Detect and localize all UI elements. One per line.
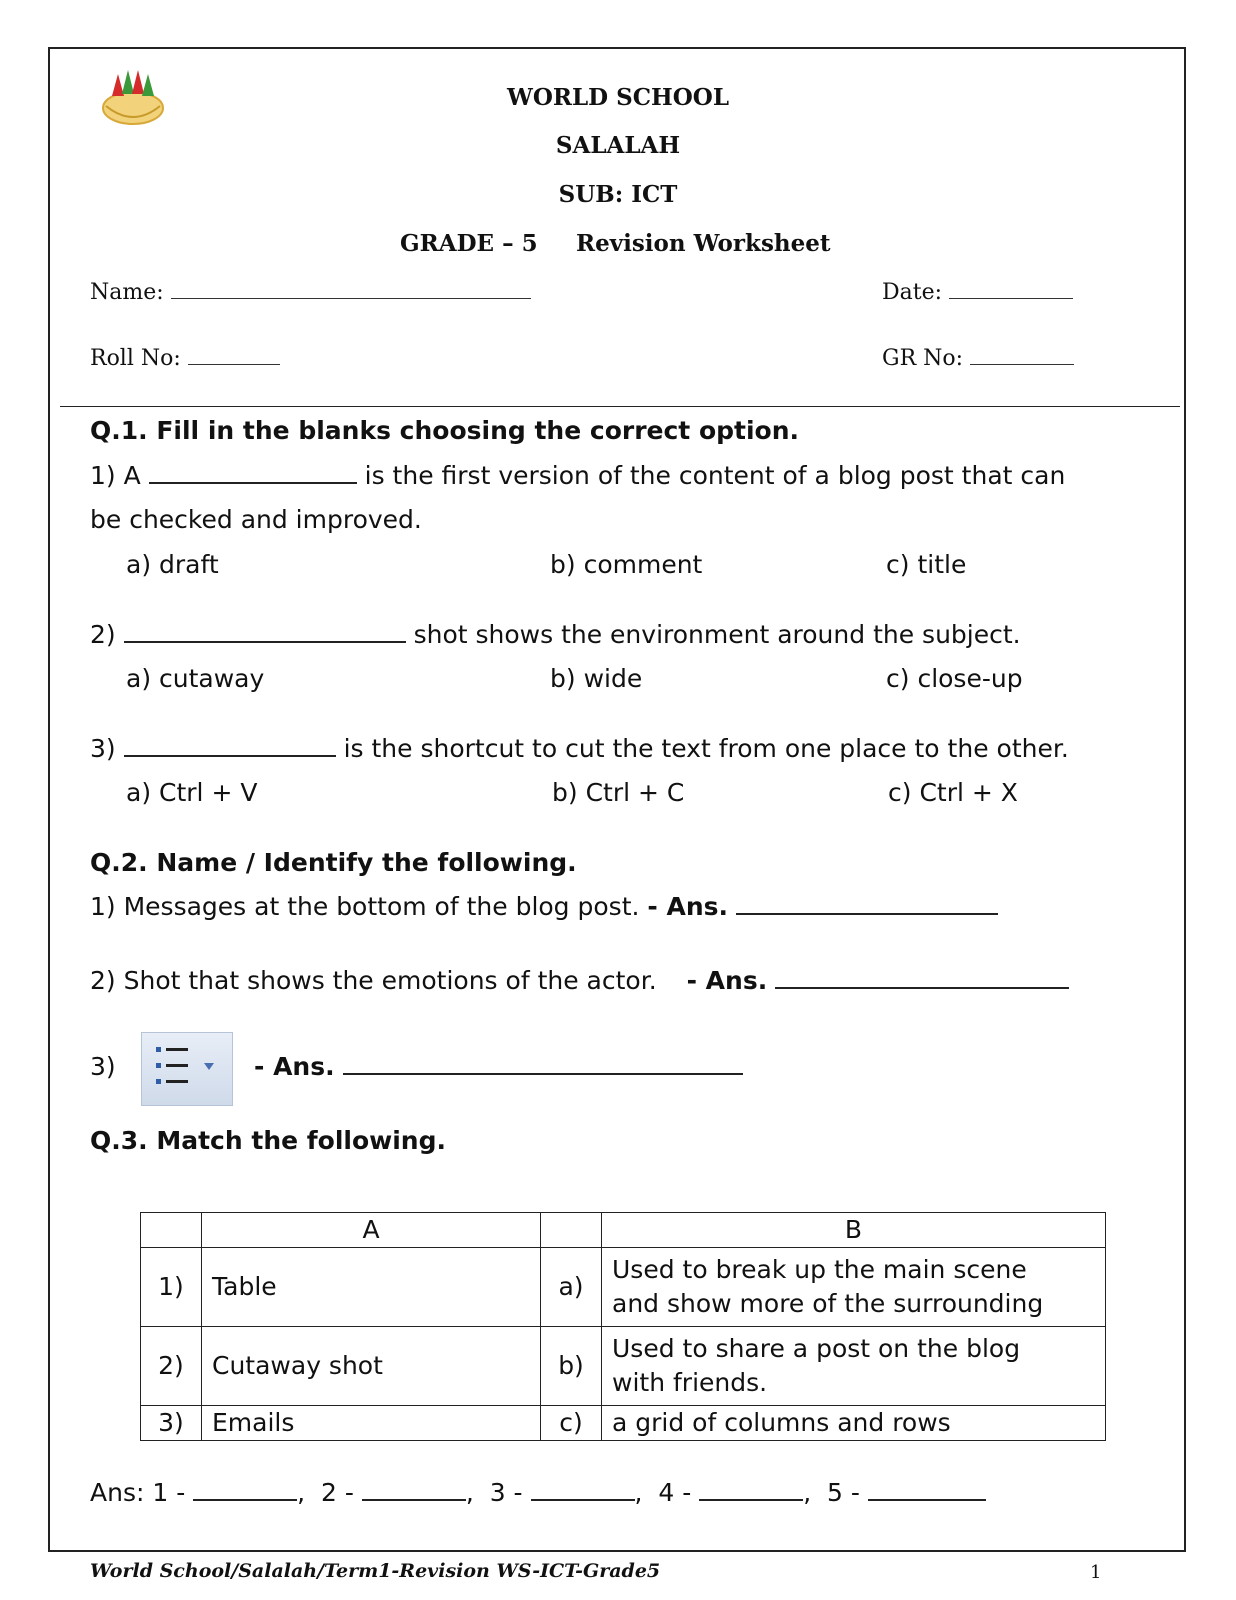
q1-item-2-option-a: a) cutaway xyxy=(126,664,265,693)
q1-item-2-blank[interactable] xyxy=(124,621,406,643)
worksheet-title: Revision Worksheet xyxy=(576,230,831,257)
q2-heading: Q.2. Name / Identify the following. xyxy=(90,848,577,877)
bullet-list-icon xyxy=(141,1032,233,1106)
q1-item-3-num: 3) xyxy=(90,734,116,763)
q1-item-2-num: 2) xyxy=(90,620,116,649)
roll-field xyxy=(90,346,280,371)
row-num: 1) xyxy=(141,1248,202,1327)
q2-item-2-text: 2) Shot that shows the emotions of the actor. xyxy=(90,966,657,995)
q1-item-3 xyxy=(90,734,1069,763)
q1-item-1-option-a: a) draft xyxy=(126,550,219,579)
q1-item-2 xyxy=(90,620,1021,649)
row-a-text: Emails xyxy=(202,1406,541,1441)
row-b-text: a grid of columns and rows xyxy=(602,1406,1106,1441)
q1-item-1-text: is the first version of the content of a blog post that can xyxy=(364,461,1066,490)
gr-field xyxy=(882,346,1074,371)
col-b-header: B xyxy=(602,1213,1106,1248)
grade: GRADE – 5 xyxy=(400,230,538,257)
q2-item-1 xyxy=(90,892,998,921)
table-row xyxy=(141,1327,1106,1406)
subject: SUB: ICT xyxy=(558,181,678,208)
match-answers: Ans: 1 - , 2 - , 3 - , 4 - , 5 - xyxy=(90,1478,986,1507)
footer-text: World School/Salalah/Term1-Revision WS-ICT-Grade5 xyxy=(90,1560,661,1582)
school-city: SALALAH xyxy=(555,132,681,159)
header-letter-cell xyxy=(541,1213,602,1248)
q2-item-3-ans-label: - Ans. xyxy=(254,1052,335,1081)
q1-item-3-option-c: c) Ctrl + X xyxy=(888,778,1018,807)
q2-item-2-ans-label: - Ans. xyxy=(686,966,768,995)
answer-label: Ans: 1 - xyxy=(90,1478,186,1507)
row-b-line1: Used to share a post on the blog xyxy=(612,1334,1021,1363)
answer-blank-1[interactable] xyxy=(193,1479,297,1501)
row-a-text: Table xyxy=(202,1248,541,1327)
row-b-line2: with friends. xyxy=(612,1368,768,1397)
answer-blank-4[interactable] xyxy=(699,1479,803,1501)
q2-item-1-text: 1) Messages at the bottom of the blog post. xyxy=(90,892,640,921)
q2-item-2 xyxy=(90,966,1069,995)
table-row xyxy=(141,1406,1106,1441)
col-a-header: A xyxy=(202,1213,541,1248)
roll-line[interactable] xyxy=(188,346,280,365)
match-table xyxy=(140,1212,1106,1441)
page-number: 1 xyxy=(1090,1562,1102,1583)
answer-label-3: 3 - xyxy=(489,1478,523,1507)
q2-item-1-blank[interactable] xyxy=(736,893,998,915)
q1-item-3-blank[interactable] xyxy=(124,735,336,757)
q1-item-2-option-b: b) wide xyxy=(550,664,643,693)
q1-heading: Q.1. Fill in the blanks choosing the correct option. xyxy=(90,416,800,445)
school-name: WORLD SCHOOL xyxy=(507,84,729,111)
header-num-cell xyxy=(141,1213,202,1248)
q2-item-2-blank[interactable] xyxy=(775,967,1069,989)
q2-item-3-blank[interactable] xyxy=(343,1053,743,1075)
gr-label: GR No: xyxy=(882,346,964,371)
q1-item-3-text: is the shortcut to cut the text from one place to the other. xyxy=(343,734,1069,763)
row-b-text xyxy=(602,1327,1106,1406)
name-field xyxy=(90,280,531,305)
row-num: 3) xyxy=(141,1406,202,1441)
answer-label-4: 4 - xyxy=(658,1478,692,1507)
date-label: Date: xyxy=(882,280,943,305)
q2-item-3-num: 3) xyxy=(90,1052,116,1081)
roll-label: Roll No: xyxy=(90,346,181,371)
date-field xyxy=(882,280,1073,305)
q1-item-1-blank[interactable] xyxy=(149,462,357,484)
row-letter: a) xyxy=(541,1248,602,1327)
name-line[interactable] xyxy=(171,280,531,299)
date-line[interactable] xyxy=(949,280,1073,299)
q1-item-3-option-a: a) Ctrl + V xyxy=(126,778,258,807)
q1-item-1-num: 1) A xyxy=(90,461,141,490)
row-letter: b) xyxy=(541,1327,602,1406)
gr-line[interactable] xyxy=(970,346,1074,365)
row-b-line1: Used to break up the main scene xyxy=(612,1255,1027,1284)
row-num: 2) xyxy=(141,1327,202,1406)
q2-item-1-ans-label: - Ans. xyxy=(647,892,729,921)
table-row xyxy=(141,1248,1106,1327)
row-a-text: Cutaway shot xyxy=(202,1327,541,1406)
name-label: Name: xyxy=(90,280,164,305)
row-b-text xyxy=(602,1248,1106,1327)
q1-item-2-text: shot shows the environment around the subject. xyxy=(413,620,1021,649)
q1-item-1-text2: be checked and improved. xyxy=(90,505,422,534)
answer-label-2: 2 - xyxy=(321,1478,354,1507)
header-divider xyxy=(60,406,1180,407)
q1-item-3-option-b: b) Ctrl + C xyxy=(552,778,685,807)
table-header-row xyxy=(141,1213,1106,1248)
q1-item-1-option-c: c) title xyxy=(886,550,967,579)
answer-blank-5[interactable] xyxy=(868,1479,986,1501)
answer-blank-3[interactable] xyxy=(531,1479,635,1501)
q1-item-1 xyxy=(90,461,1065,490)
answer-blank-2[interactable] xyxy=(362,1479,466,1501)
row-letter: c) xyxy=(541,1406,602,1441)
answer-label-5: 5 - xyxy=(827,1478,860,1507)
q3-heading: Q.3. Match the following. xyxy=(90,1126,446,1155)
q2-item-3 xyxy=(254,1052,743,1081)
q1-item-1-option-b: b) comment xyxy=(550,550,703,579)
q1-item-2-option-c: c) close-up xyxy=(886,664,1023,693)
row-b-line2: and show more of the surrounding xyxy=(612,1289,1044,1318)
